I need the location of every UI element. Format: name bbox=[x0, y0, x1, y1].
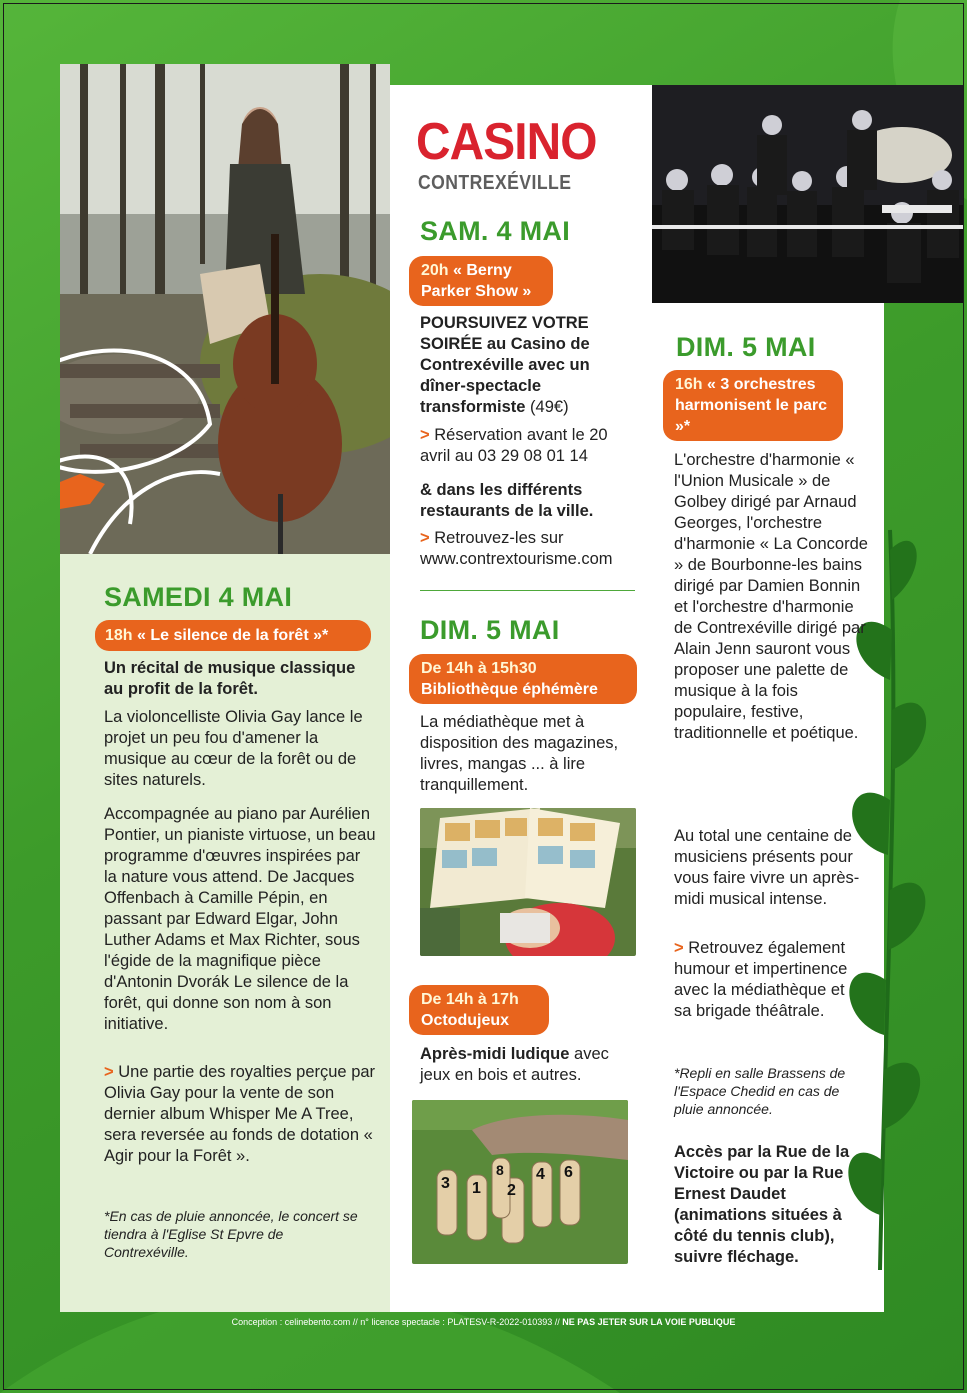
col2-event-pill-1 bbox=[409, 256, 553, 306]
skittle-6-number: 8 bbox=[496, 1162, 504, 1178]
col2-event-3-title: Octodujeux bbox=[421, 1012, 510, 1029]
col2-find-text: Retrouvez-les sur www.contrextourisme.com bbox=[420, 529, 613, 568]
col2-lead-1 bbox=[420, 313, 640, 418]
comic-reading-photo bbox=[420, 808, 636, 956]
col2-games-paragraph bbox=[420, 1044, 638, 1086]
col3-event-title: « 3 orchestres harmonisent le parc »* bbox=[675, 376, 828, 435]
footer-credits bbox=[0, 1317, 967, 1327]
col2-event-pill-3 bbox=[409, 985, 549, 1035]
footer-warning: NE PAS JETER SUR LA VOIE PUBLIQUE bbox=[562, 1317, 736, 1327]
col2-reservation bbox=[420, 425, 640, 467]
skittle-1-number: 3 bbox=[441, 1175, 450, 1192]
col2-event-3-time: De 14h à 17h bbox=[421, 991, 519, 1008]
orchestra-photo bbox=[652, 85, 964, 303]
col1-arrow-icon: > bbox=[104, 1063, 114, 1081]
casino-logo-subtitle: CONTREXÉVILLE bbox=[418, 172, 572, 194]
col2-event-pill-2 bbox=[409, 654, 637, 704]
col2-find-online bbox=[420, 528, 645, 570]
col2-games-rest: avec jeux en bois et autres. bbox=[420, 1045, 609, 1084]
col3-paragraph-1: L'orchestre d'harmonie « l'Union Musicale » de Golbey dirigé par Arnaud Georges, l'orchestre d'harmonie « La Concorde » de Bourbonne-les bains dirigé par Damien Bonnin et l'orchestre d'harmonie de Contrexéville dirigé par Alain Jenn sauront vous proposer une palette de musique à la fois populaire, festive, traditionnelle et poétique. bbox=[674, 451, 868, 742]
col1-paragraph-1: La violoncelliste Olivia Gay lance le projet un peu fou d'amener la musique au cœur de la forêt ou de sites naturels. bbox=[104, 708, 363, 789]
col1-paragraph-2: Accompagnée au piano par Aurélien Pontier, un pianiste virtuose, un beau programme d'œuvres inspirées par la nature vous attend. De Jacques Offenbach à Camille Pépin, en passant par Edward Elgar, John Luther Adams et Max Richter, sous l'égide de la magnifique pièce d'Antonin Dvorák Le silence de la forêt, qui donne son nom à son initiative. bbox=[104, 805, 376, 1033]
cellist-forest-photo bbox=[60, 64, 390, 554]
col1-lead: Un récital de musique classique au profit de la forêt. bbox=[104, 659, 356, 698]
col2-heading-sat: SAM. 4 MAI bbox=[420, 216, 571, 246]
col2-reservation-text: Réservation avant le 20 avril au 03 29 08 01 14 bbox=[420, 426, 608, 465]
col2-event-1-title: « Berny Parker Show » bbox=[421, 262, 532, 300]
col3-rain-note: *Repli en salle Brassens de l'Espace Chedid en cas de pluie annoncée. bbox=[674, 1065, 846, 1117]
footer-text: Conception : celinebento.com // n° licence spectacle : PLATESV-R-2022-010393 // bbox=[231, 1317, 560, 1327]
col2-games-bold: Après-midi ludique bbox=[420, 1045, 570, 1063]
col1-rain-note: *En cas de pluie annoncée, le concert se tiendra à l'Eglise St Epvre de Contrexéville. bbox=[104, 1208, 358, 1260]
wooden-games-photo bbox=[412, 1100, 628, 1264]
col3-access-info: Accès par la Rue de la Victoire ou par la Rue Ernest Daudet (animations situées à côté du tennis club), suivre fléchage. bbox=[674, 1143, 850, 1266]
skittle-3-number: 2 bbox=[507, 1182, 516, 1199]
skittle-4-number: 4 bbox=[536, 1166, 545, 1183]
col2-restaurants: & dans les différents restaurants de la ville. bbox=[420, 481, 594, 520]
col1-paragraph-3 bbox=[104, 1062, 376, 1167]
skittle-2-number: 1 bbox=[472, 1180, 481, 1197]
skittle-5-number: 6 bbox=[564, 1164, 573, 1181]
col3-paragraph-3 bbox=[674, 938, 864, 1022]
col1-event-title: « Le silence de la forêt »* bbox=[137, 627, 329, 644]
col1-paragraph-3-text: Une partie des royalties perçue par Olivia Gay pour la vente de son dernier album Whisper Me A Tree, sera reversée au fonds de dotation « Agir pour la Forêt ». bbox=[104, 1063, 376, 1165]
col3-heading: DIM. 5 MAI bbox=[676, 332, 816, 362]
col3-event-time: 16h bbox=[675, 376, 703, 393]
col1-event-time: 18h bbox=[105, 627, 133, 644]
col2-lead-1-text: POURSUIVEZ VOTRE SOIRÉE au Casino de Contrexéville avec un dîner-spectacle transformiste bbox=[420, 314, 590, 416]
col3-arrow-icon: > bbox=[674, 939, 684, 957]
col2-price: (49€) bbox=[530, 398, 569, 416]
col2-heading-sun: DIM. 5 MAI bbox=[420, 615, 560, 645]
col2-library-paragraph: La médiathèque met à disposition des magazines, livres, mangas ... à lire tranquillement. bbox=[420, 713, 619, 794]
casino-logo: CASINO bbox=[416, 113, 597, 171]
col2-event-2-time: De 14h à 15h30 bbox=[421, 660, 537, 677]
col2-event-1-time: 20h bbox=[421, 262, 449, 279]
col1-heading: SAMEDI 4 MAI bbox=[104, 582, 293, 612]
col3-paragraph-2: Au total une centaine de musiciens présents pour vous faire vivre un après-midi musical intense. bbox=[674, 827, 860, 908]
col2-event-2-title: Bibliothèque éphémère bbox=[421, 681, 598, 698]
col2-reservation-arrow-icon: > bbox=[420, 426, 430, 444]
col1-event-pill bbox=[95, 620, 371, 651]
col3-paragraph-3-text: Retrouvez également humour et impertinence avec la médiathèque et sa brigade théâtrale. bbox=[674, 939, 848, 1020]
col2-find-arrow-icon: > bbox=[420, 529, 430, 547]
col2-divider bbox=[420, 590, 635, 591]
col3-event-pill bbox=[663, 370, 843, 441]
